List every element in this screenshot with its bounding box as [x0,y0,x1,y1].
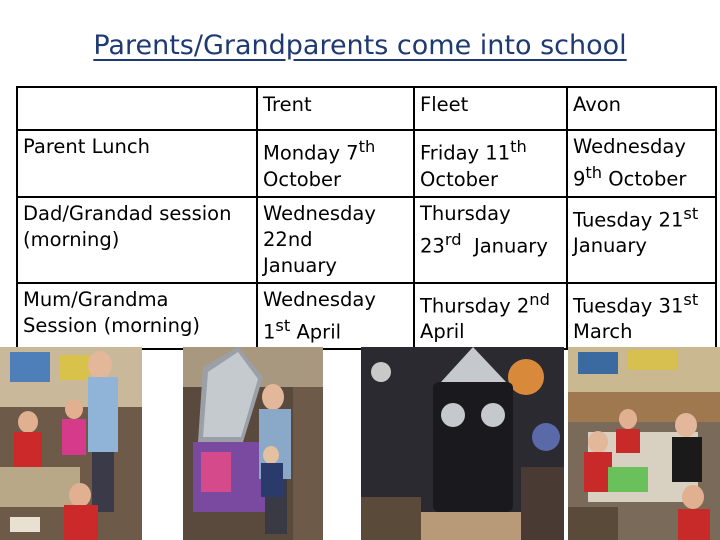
cell-text: October [263,167,342,191]
rocket-model-photo [183,347,323,540]
row-label-text: Dad/Grandad session [23,201,232,225]
header-empty [17,87,257,130]
cell-text: Tuesday 31 [573,294,684,317]
table-row [17,283,716,350]
cell-text: Thursday 2 [420,294,530,317]
cell-trent [257,197,414,283]
cell-text: Tuesday 21 [573,208,684,231]
trent-rocket-photo [361,347,564,540]
craft-table-photo [568,347,720,540]
row-label-text: Mum/Grandma [23,287,169,311]
cell-text: Wednesday [263,201,376,225]
cell-text: Wednesday [573,135,686,158]
ordinal: st [275,315,291,335]
cell-text: October [420,167,499,191]
classroom-photo-image [0,347,142,540]
ordinal: nd [529,289,550,309]
ordinal: th [358,137,376,156]
ordinal: st [683,289,699,309]
cell-text: Thursday [420,201,511,225]
cell-avon [567,283,716,350]
table-row [17,197,716,283]
header-trent: Trent [257,87,414,130]
cell-text: 1 [263,320,276,343]
cell-text: 22nd [263,227,313,251]
cell-fleet [414,197,567,283]
cell-text: April [290,320,342,343]
header-avon: Avon [567,87,716,130]
cell-trent [257,130,414,197]
header-row [17,87,716,130]
cell-trent [257,283,414,350]
ordinal: th [585,163,603,182]
row-label-text: Session (morning) [23,313,200,337]
craft-table-photo-image [568,347,720,540]
cell-text: April [420,320,465,343]
cell-text: 23 [420,234,445,257]
page-title: Parents/Grandparents come into school [93,30,627,61]
trent-rocket-photo-image [361,347,564,540]
ordinal: rd [444,229,462,249]
cell-text: January [461,234,548,257]
ordinal: th [510,137,527,156]
table-row [17,130,716,197]
cell-fleet [414,130,567,197]
row-label-text: Parent Lunch [23,135,150,158]
row-label-text: (morning) [23,227,120,251]
row-label [17,283,257,350]
photo-strip [0,347,720,540]
cell-text: 9 [573,167,586,191]
cell-text: Wednesday [263,287,376,311]
cell-avon [567,130,716,197]
schedule-table [16,86,717,350]
cell-avon [567,197,716,283]
cell-text: March [573,320,633,343]
classroom-photo [0,347,142,540]
cell-fleet [414,283,567,350]
cell-text: Friday 11 [420,141,511,165]
rocket-model-photo-image [183,347,323,540]
header-fleet: Fleet [414,87,567,130]
cell-text: Monday 7 [263,141,359,165]
cell-text: January [263,253,337,277]
cell-text: January [573,234,647,257]
cell-text: October [602,167,687,191]
ordinal: st [683,203,699,223]
row-label [17,130,257,197]
row-label [17,197,257,283]
